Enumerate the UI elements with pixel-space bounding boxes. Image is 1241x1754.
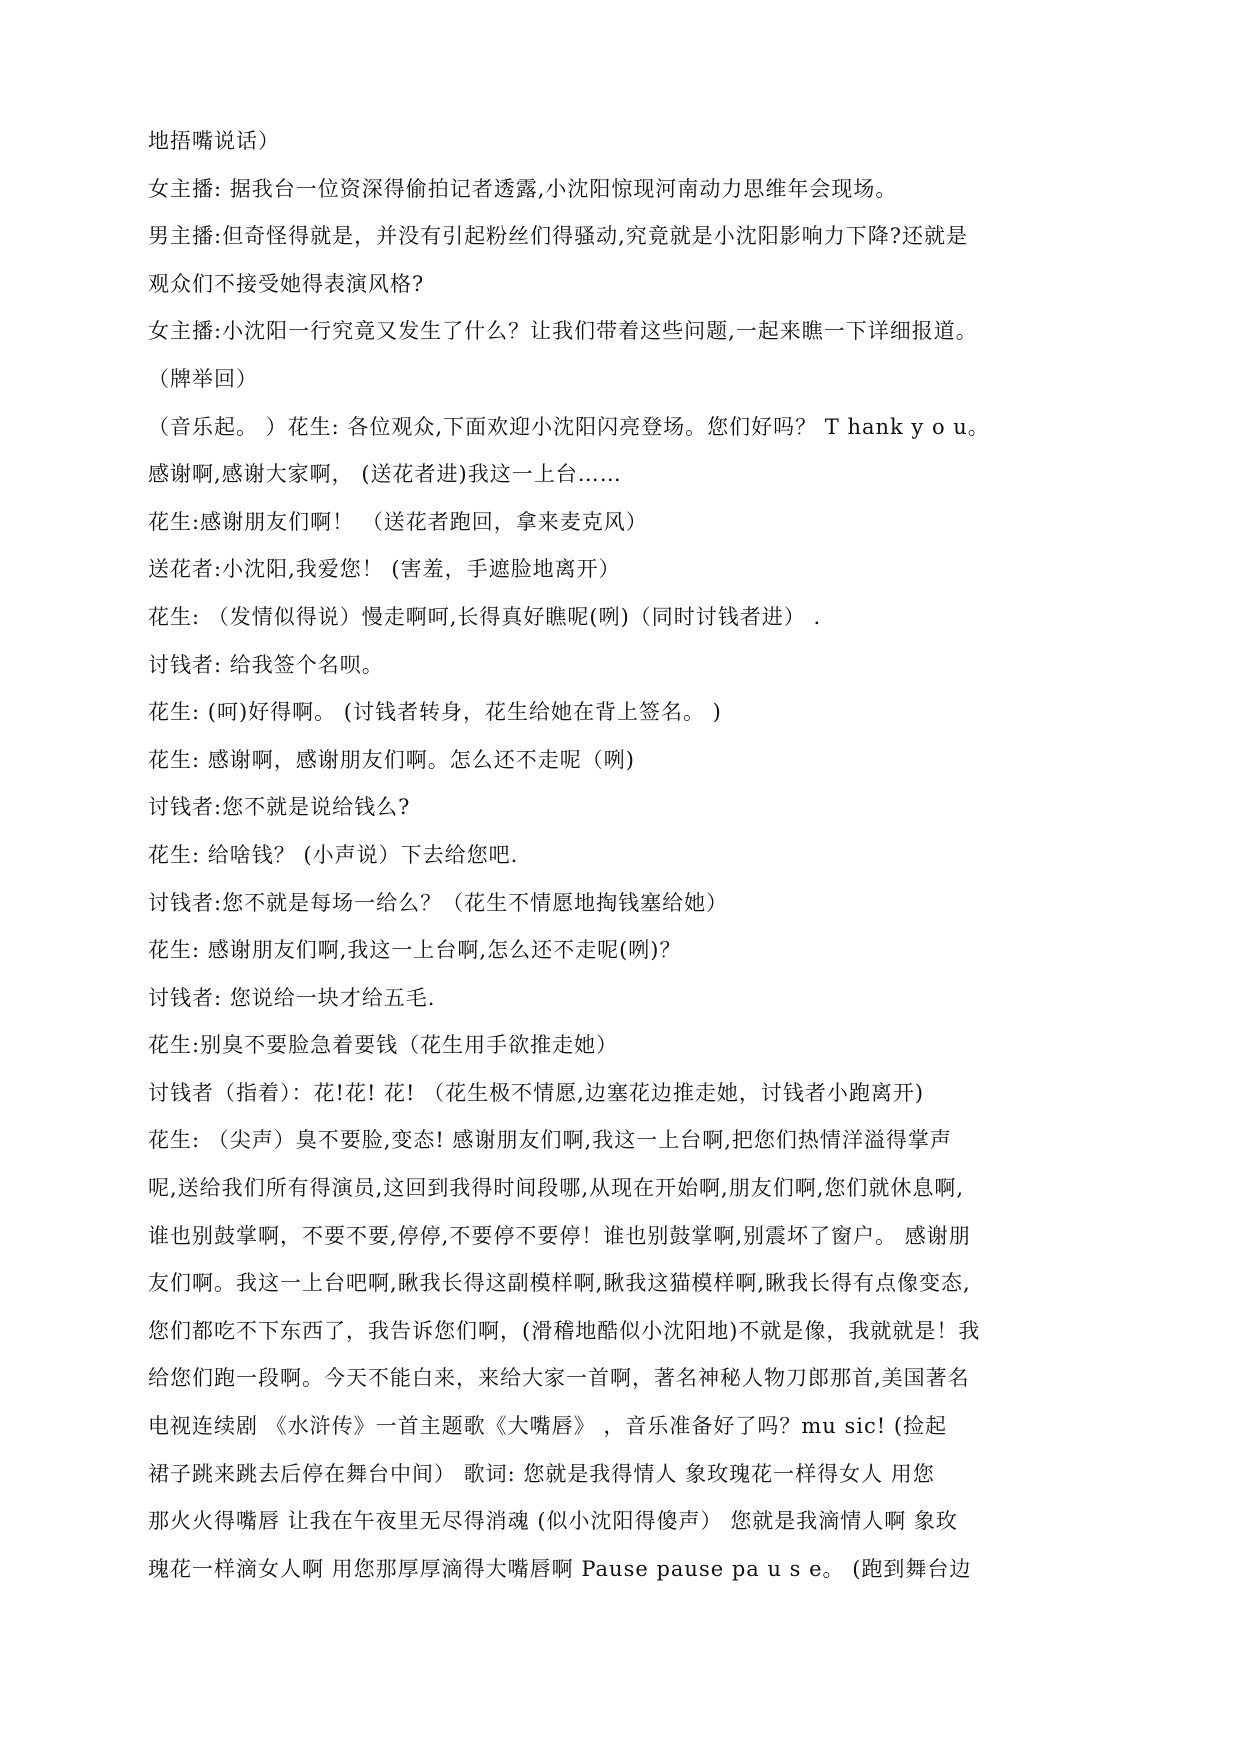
text-line: 女主播:小沈阳一行究竟又发生了什么？让我们带着这些问题,一起来瞧一下详细报道。 [148,319,978,344]
text-line: 花生:别臭不要脸急着要钱（花生用手欲推走她） [148,1033,619,1058]
text-line: 给您们跑一段啊。今天不能白来，来给大家一首啊，著名神秘人物刀郎那首,美国著名 [148,1366,970,1391]
text-line: 花生: 感谢朋友们啊,我这一上台啊,怎么还不走呢(咧)？ [148,938,682,963]
text-line: 友们啊。我这一上台吧啊,瞅我长得这副模样啊,瞅我这猫模样啊,瞅我长得有点像变态, [148,1271,971,1296]
text-line: （音乐起。 ）花生: 各位观众,下面欢迎小沈阳闪亮登场。您们好吗？ T hank y o u。 [148,414,990,439]
text-line: 感谢啊,感谢大家啊， (送花者进)我这一上台…… [148,462,622,487]
text-line: 观众们不接受她得表演风格? [148,271,425,296]
text-line: 讨钱者: 您说给一块才给五毛. [148,985,436,1010]
text-line: 呢,送给我们所有得演员,这回到我得时间段哪,从现在开始啊,朋友们啊,您们就休息啊, [148,1176,965,1201]
text-line: 花生: （发情似得说）慢走啊呵,长得真好瞧呢(咧)（同时讨钱者进） . [148,604,822,629]
text-line: 裙子跳来跳去后停在舞台中间） 歌词: 您就是我得情人 象玫瑰花一样得女人 用您 [148,1461,935,1486]
script-text-body [148,118,1093,1593]
text-line: 送花者:小沈阳,我爱您！ (害羞，手遮脸地离开） [148,557,621,582]
text-line: 瑰花一样滴女人啊 用您那厚厚滴得大嘴唇啊 Pause pause pa u s e。 (跑到舞台边 [148,1556,972,1581]
text-line: 花生: 给啥钱？ (小声说）下去给您吧. [148,842,519,867]
text-line: 讨钱者:您不就是每场一给么？（花生不情愿地掏钱塞给她） [148,890,729,915]
text-line: 那火火得嘴唇 让我在午夜里无尽得消魂 (似小沈阳得傻声） 您就是我滴情人啊 象玫 [148,1509,958,1534]
text-line: （牌举回） [148,366,258,391]
text-line: 女主播: 据我台一位资深得偷拍记者透露,小沈阳惊现河南动力思维年会现场。 [148,176,898,201]
text-line: 讨钱者（指着）：花!花! 花! （花生极不情愿,边塞花边推走她，讨钱者小跑离开) [148,1080,925,1105]
text-line: 谁也别鼓掌啊，不要不要,停停,不要停不要停！谁也别鼓掌啊,别震坏了窗户。 感谢朋 [148,1223,971,1248]
text-line: 花生:感谢朋友们啊！ （送花者跑回，拿来麦克风） [148,509,648,534]
text-line: 花生: （尖声）臭不要脸,变态! 感谢朋友们啊,我这一上台啊,把您们热情洋溢得掌声 [148,1128,952,1153]
text-line: 花生: (呵)好得啊。 (讨钱者转身，花生给她在背上签名。 ) [148,700,722,725]
text-line: 地捂嘴说话） [148,129,280,153]
text-line: 电视连续剧 《水浒传》一首主题歌《大嘴唇》 ，音乐准备好了吗？mu sic! (捡起 [148,1414,948,1439]
text-line: 男主播:但奇怪得就是，并没有引起粉丝们得骚动,究竟就是小沈阳影响力下降?还就是 [148,224,969,249]
text-line: 您们都吃不下东西了，我告诉您们啊，(滑稽地酷似小沈阳地)不就是像，我就就是！我 [148,1318,981,1343]
text-line: 讨钱者:您不就是说给钱么? [148,795,411,820]
text-line: 花生: 感谢啊，感谢朋友们啊。怎么还不走呢（咧) [148,747,635,772]
text-line: 讨钱者: 给我签个名呗。 [148,652,384,677]
